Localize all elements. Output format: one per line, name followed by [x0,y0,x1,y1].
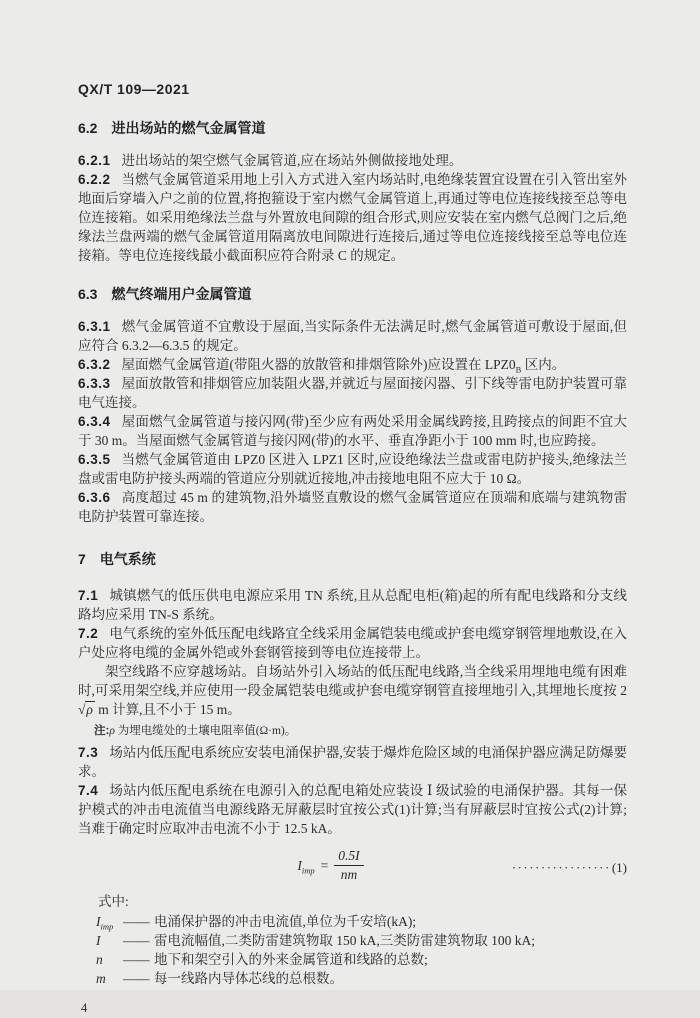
clause-6-3-4 [78,412,627,450]
clause-text: 架空线路不应穿越场站。自场站外引入场站的低压配电线路,当全线采用埋地电缆有困难时,可采用架空线,并应使用一段金属铠装电缆或护套电缆穿钢管直接埋地引入,其埋地长度按 2 [78,664,627,698]
definition-dash: —— [123,971,149,986]
clause-number: 6.3.1 [78,319,111,334]
clause-7-4 [78,781,627,838]
clause-text: 进出场站的架空燃气金属管道,应在场站外侧做接地处理。 [121,153,463,168]
formula-lhs-subscript: imp [301,865,315,876]
section-title: 电气系统 [99,551,156,567]
definition-dash: —— [123,933,149,948]
clause-7-3 [78,743,627,781]
clause-6-3-2 [78,355,627,374]
variable-definition-m [96,969,627,988]
clause-6-3-6 [78,488,627,526]
lpz-zone-subscript: B [515,364,522,375]
formula-lhs: $I_{imp}$ [297,858,315,876]
clause-text: 当燃气金属管道采用地上引入方式进入室内场站时,电绝缘装置宜设置在引入管出室外地面后穿墙入户之前的位置,将抱箍设于室内燃气金属管道上,再通过等电位连接线接至总等电位连接箱。如采用绝缘法兰盘与外置放电间隙的组合形式,则应安装在室内燃气总阀门之后,绝缘法兰盘两端的燃气金属管道用隔离放电间隙进行连接后,通过等电位连接线接至总等电位连接箱。等电位连接线最小截面积应符合附录 C 的规定。 [78,172,627,263]
clause-6-3-3 [78,374,627,412]
variable-description: 地下和架空引入的外来金属管道和线路的总数; [154,952,428,967]
variable-description: 雷电流幅值,二类防雷建筑物取 150 kA,三类防雷建筑物取 100 kA; [154,933,535,948]
clause-number: 7.1 [78,588,99,603]
variable-description: 电涌保护器的冲击电流值,单位为千安培(kA); [154,914,417,929]
clause-text: 场站内低压配电系统在电源引入的总配电箱处应装设 Ⅰ 级试验的电涌保护器。其每一保护模式的冲击电流值当电源线路无屏蔽层时宜按公式(1)计算;当有屏蔽层时宜按公式(2)计算;当难于确定时应取冲击电流不小于 12.5 kA。 [78,783,627,836]
clause-number: 6.3.2 [78,357,111,372]
equation-number: (1) [611,860,627,875]
clause-7-2 [78,624,627,662]
note-text: 为埋电缆处的土壤电阻率值(Ω·m)。 [114,725,297,737]
fraction-numerator: 0.5I [334,848,363,866]
clause-6-2-1 [78,151,627,170]
variable-symbol: I [96,933,101,948]
variable-symbol: m [96,971,106,986]
clause-6-2-2 [78,170,627,265]
section-heading-6-2 [78,119,627,138]
clause-number: 6.2.2 [78,172,111,187]
clause-number: 6.3.5 [78,452,111,467]
clause-7-1 [78,586,627,624]
clause-number: 7.4 [78,783,99,798]
formula-imp-current [297,848,363,883]
clause-6-3-5 [78,450,627,488]
radical-sign: √ [78,702,86,717]
variable-symbol: $I_{imp}$ [96,914,114,932]
section-heading-6-3 [78,285,627,304]
definition-dash: —— [123,914,149,929]
section-number: 6.3 [78,286,98,302]
clause-number: 6.3.6 [78,490,111,505]
document-code-header: QX/T 109—2021 [78,81,190,97]
equation-dot-leader: ·················(1) [511,860,627,875]
clause-text: 电气系统的室外低压配电线路宜全线采用金属铠装电缆或护套电缆穿钢管埋地敷设,在入户处应将电缆的金属外铠或外套钢管接到等电位连接带上。 [78,626,627,660]
clause-text: m 计算,且不小于 15 m。 [94,702,241,717]
clause-text: 屋面燃气金属管道(带阻火器的放散管和排烟管除外)应设置在 LPZ0 [121,357,516,372]
section-title: 进出场站的燃气金属管道 [111,120,266,136]
footnote [94,723,627,739]
clause-number: 6.2.1 [78,153,111,168]
variable-definition-i [96,931,627,950]
clause-number: 6.3.4 [78,414,111,429]
variable-definition-imp [96,912,627,931]
section-number: 6.2 [78,120,98,136]
variable-definition-n [96,950,627,969]
fraction-denominator: nm [340,867,358,882]
square-root-expression [78,701,95,717]
clause-number: 6.3.3 [78,376,111,391]
clause-text: 燃气金属管道不宜敷设于屋面,当实际条件无法满足时,燃气金属管道可敷设于屋面,但应符合 6.3.2—6.3.5 的规定。 [78,319,627,353]
where-label: 式中: [98,894,129,909]
clause-text: 屋面燃气金属管道与接闪网(带)至少应有两处采用金属线跨接,且跨接点的间距不宜大于 30 m。当屋面燃气金属管道与接闪网(带)的水平、垂直净距小于 100 mm 时,也应跨接。 [78,414,627,448]
definition-dash: —— [123,952,149,967]
variable-description: 每一线路内导体芯线的总根数。 [154,971,343,986]
note-label: 注: [94,725,110,737]
fraction [334,848,363,883]
equation-1 [78,846,627,888]
clause-number: 7.3 [78,745,99,760]
clause-text: 场站内低压配电系统应安装电涌保护器,安装于爆炸危险区域的电涌保护器应满足防爆要求。 [78,745,627,779]
section-title: 燃气终端用户金属管道 [111,286,252,302]
section-heading-7 [78,550,627,569]
clause-text: 城镇燃气的低压供电电源应采用 TN 系统,且从总配电柜(箱)起的所有配电线路和分支线路均应采用 TN-S 系统。 [78,588,627,622]
clause-text: 屋面放散管和排烟管应加装阻火器,并就近与屋面接闪器、引下线等雷电防护装置可靠电气连接。 [78,376,627,410]
clause-6-3-1 [78,317,627,355]
note-symbol-rho: ρ [109,725,115,737]
clause-text: 高度超过 45 m 的建筑物,沿外墙竖直敷设的燃气金属管道应在顶端和底端与建筑物雷电防护装置可靠连接。 [78,490,627,524]
clause-text: 区内。 [521,357,566,372]
variable-symbol: n [96,952,103,967]
section-number: 7 [78,551,86,567]
clause-number: 7.2 [78,626,99,641]
radicand-rho: ρ [86,702,93,717]
clause-7-2-continuation [78,662,627,719]
clause-text: 当燃气金属管道由 LPZ0 区进入 LPZ1 区时,应设绝缘法兰盘或雷电防护接头,绝缘法兰盘或雷电防护接头两端的管道应分别就近接地,冲击接地电阻不应大于 10 Ω。 [78,452,627,486]
equals-sign: = [320,858,329,873]
page-number: 4 [81,1001,88,1015]
